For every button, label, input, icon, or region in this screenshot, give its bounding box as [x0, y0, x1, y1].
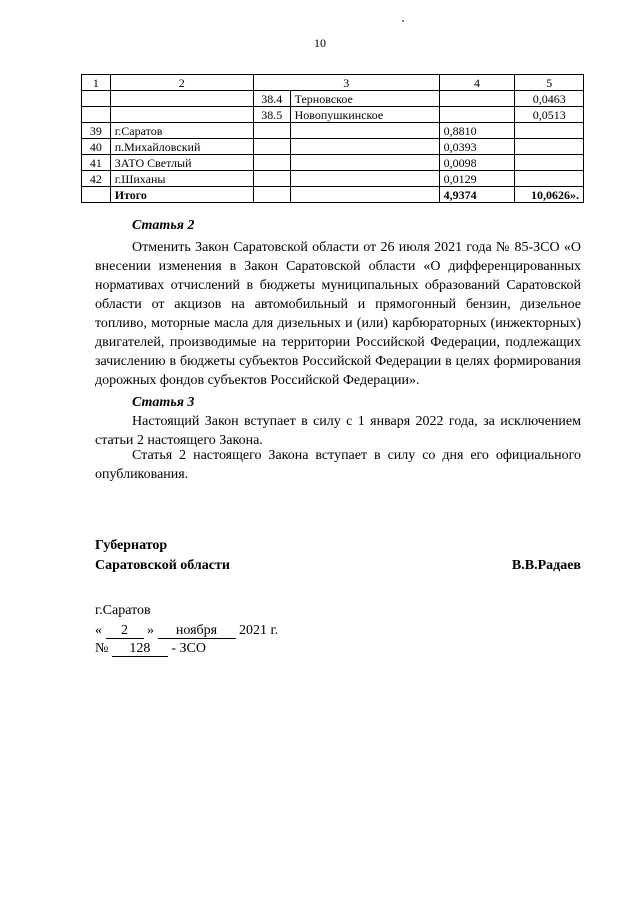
norm-value: [439, 91, 515, 107]
norm-value: 0,0393: [439, 139, 515, 155]
settlement-name: [290, 139, 439, 155]
row-number: [82, 107, 111, 123]
date-close-quote: »: [147, 623, 154, 638]
row-number: [82, 91, 111, 107]
row-number: 41: [82, 155, 111, 171]
municipality-name: [110, 91, 253, 107]
sub-number: 38.4: [253, 91, 290, 107]
settlement-name: [290, 155, 439, 171]
article-2-heading: Статья 2: [132, 218, 195, 233]
table-row: [82, 171, 584, 187]
settlement-name: Новопушкинское: [290, 107, 439, 123]
total-label: Итого: [110, 187, 253, 203]
date-year: 2021 г.: [239, 623, 279, 638]
table-row: [82, 155, 584, 171]
municipality-name: ЗАТО Светлый: [110, 155, 253, 171]
municipality-name: п.Михайловский: [110, 139, 253, 155]
date-open-quote: «: [95, 623, 102, 638]
header-cell: 3: [253, 75, 439, 91]
row-number: 39: [82, 123, 111, 139]
municipality-name: г.Шиханы: [110, 171, 253, 187]
total-empty-cell: [82, 187, 111, 203]
settlement-name: [290, 171, 439, 187]
settlement-name: Терновское: [290, 91, 439, 107]
table-row: [82, 107, 584, 123]
sub-number: [253, 123, 290, 139]
settlement-value: 0,0513: [515, 107, 584, 123]
total-settlement-value: 10,0626».: [515, 187, 584, 203]
tax-distribution-table: [81, 74, 584, 203]
norm-value: 0,0129: [439, 171, 515, 187]
norm-value: 0,0098: [439, 155, 515, 171]
date-day: 2: [106, 623, 144, 639]
settlement-value: [515, 123, 584, 139]
place-city: г.Саратов: [95, 603, 151, 618]
header-cell: 1: [82, 75, 111, 91]
date-month: ноября: [158, 623, 236, 639]
settlement-value: [515, 171, 584, 187]
header-cell: 4: [439, 75, 515, 91]
table-total-row: [82, 187, 584, 203]
settlement-name: [290, 123, 439, 139]
number-sign: №: [95, 641, 109, 656]
signatory-title-line-1: Губернатор: [95, 538, 168, 553]
row-number: 40: [82, 139, 111, 155]
header-cell: 5: [515, 75, 584, 91]
article-3-heading: Статья 3: [132, 395, 195, 410]
municipality-name: [110, 107, 253, 123]
sub-number: [253, 155, 290, 171]
norm-value: [439, 107, 515, 123]
law-number-suffix: - ЗСО: [171, 641, 206, 656]
signatory-title-line-2: Саратовской области: [95, 558, 230, 573]
table-header-row: [82, 75, 584, 91]
table-row: [82, 139, 584, 155]
total-empty-cell: [253, 187, 290, 203]
law-number-line: [95, 640, 206, 658]
total-norm-value: 4,9374: [439, 187, 515, 203]
settlement-value: [515, 155, 584, 171]
sub-number: [253, 139, 290, 155]
page-number: 10: [314, 36, 326, 50]
article-3-paragraph-1: Настоящий Закон вступает в силу с 1 января 2022 года, за исключением статьи 2 настоящего Закона.: [95, 414, 581, 448]
law-number: 128: [112, 641, 168, 657]
signatory-title: [95, 536, 230, 576]
signatory-name: В.В.Радаев: [511, 558, 581, 573]
article-2-text: Отменить Закон Саратовской области от 26 июля 2021 года № 85-ЗСО «О внесении изменения в Закон Саратовской области «О дифференцированных нормативах отчислений в бюджеты муниципальных образований Саратовской области от акцизов на автомобильный и прямогонный бензин, дизельное топливо, моторные масла для дизельных и (или) карбюраторных (инжекторных) двигателей, производимые на территории Российской Федерации, подлежащих зачислению в бюджеты субъектов Российской Федерации в целях формирования дорожных фондов субъектов Российской Федерации».: [95, 240, 581, 388]
total-empty-cell: [290, 187, 439, 203]
table-row: [82, 123, 584, 139]
table-row: [82, 91, 584, 107]
settlement-value: [515, 139, 584, 155]
scan-speck: [402, 20, 404, 22]
sub-number: 38.5: [253, 107, 290, 123]
settlement-value: 0,0463: [515, 91, 584, 107]
header-cell: 2: [110, 75, 253, 91]
article-3-paragraph-2: Статья 2 настоящего Закона вступает в силу со дня его официального опубликования.: [95, 448, 581, 482]
sub-number: [253, 171, 290, 187]
municipality-name: г.Саратов: [110, 123, 253, 139]
date-line: [95, 622, 278, 640]
norm-value: 0,8810: [439, 123, 515, 139]
row-number: 42: [82, 171, 111, 187]
